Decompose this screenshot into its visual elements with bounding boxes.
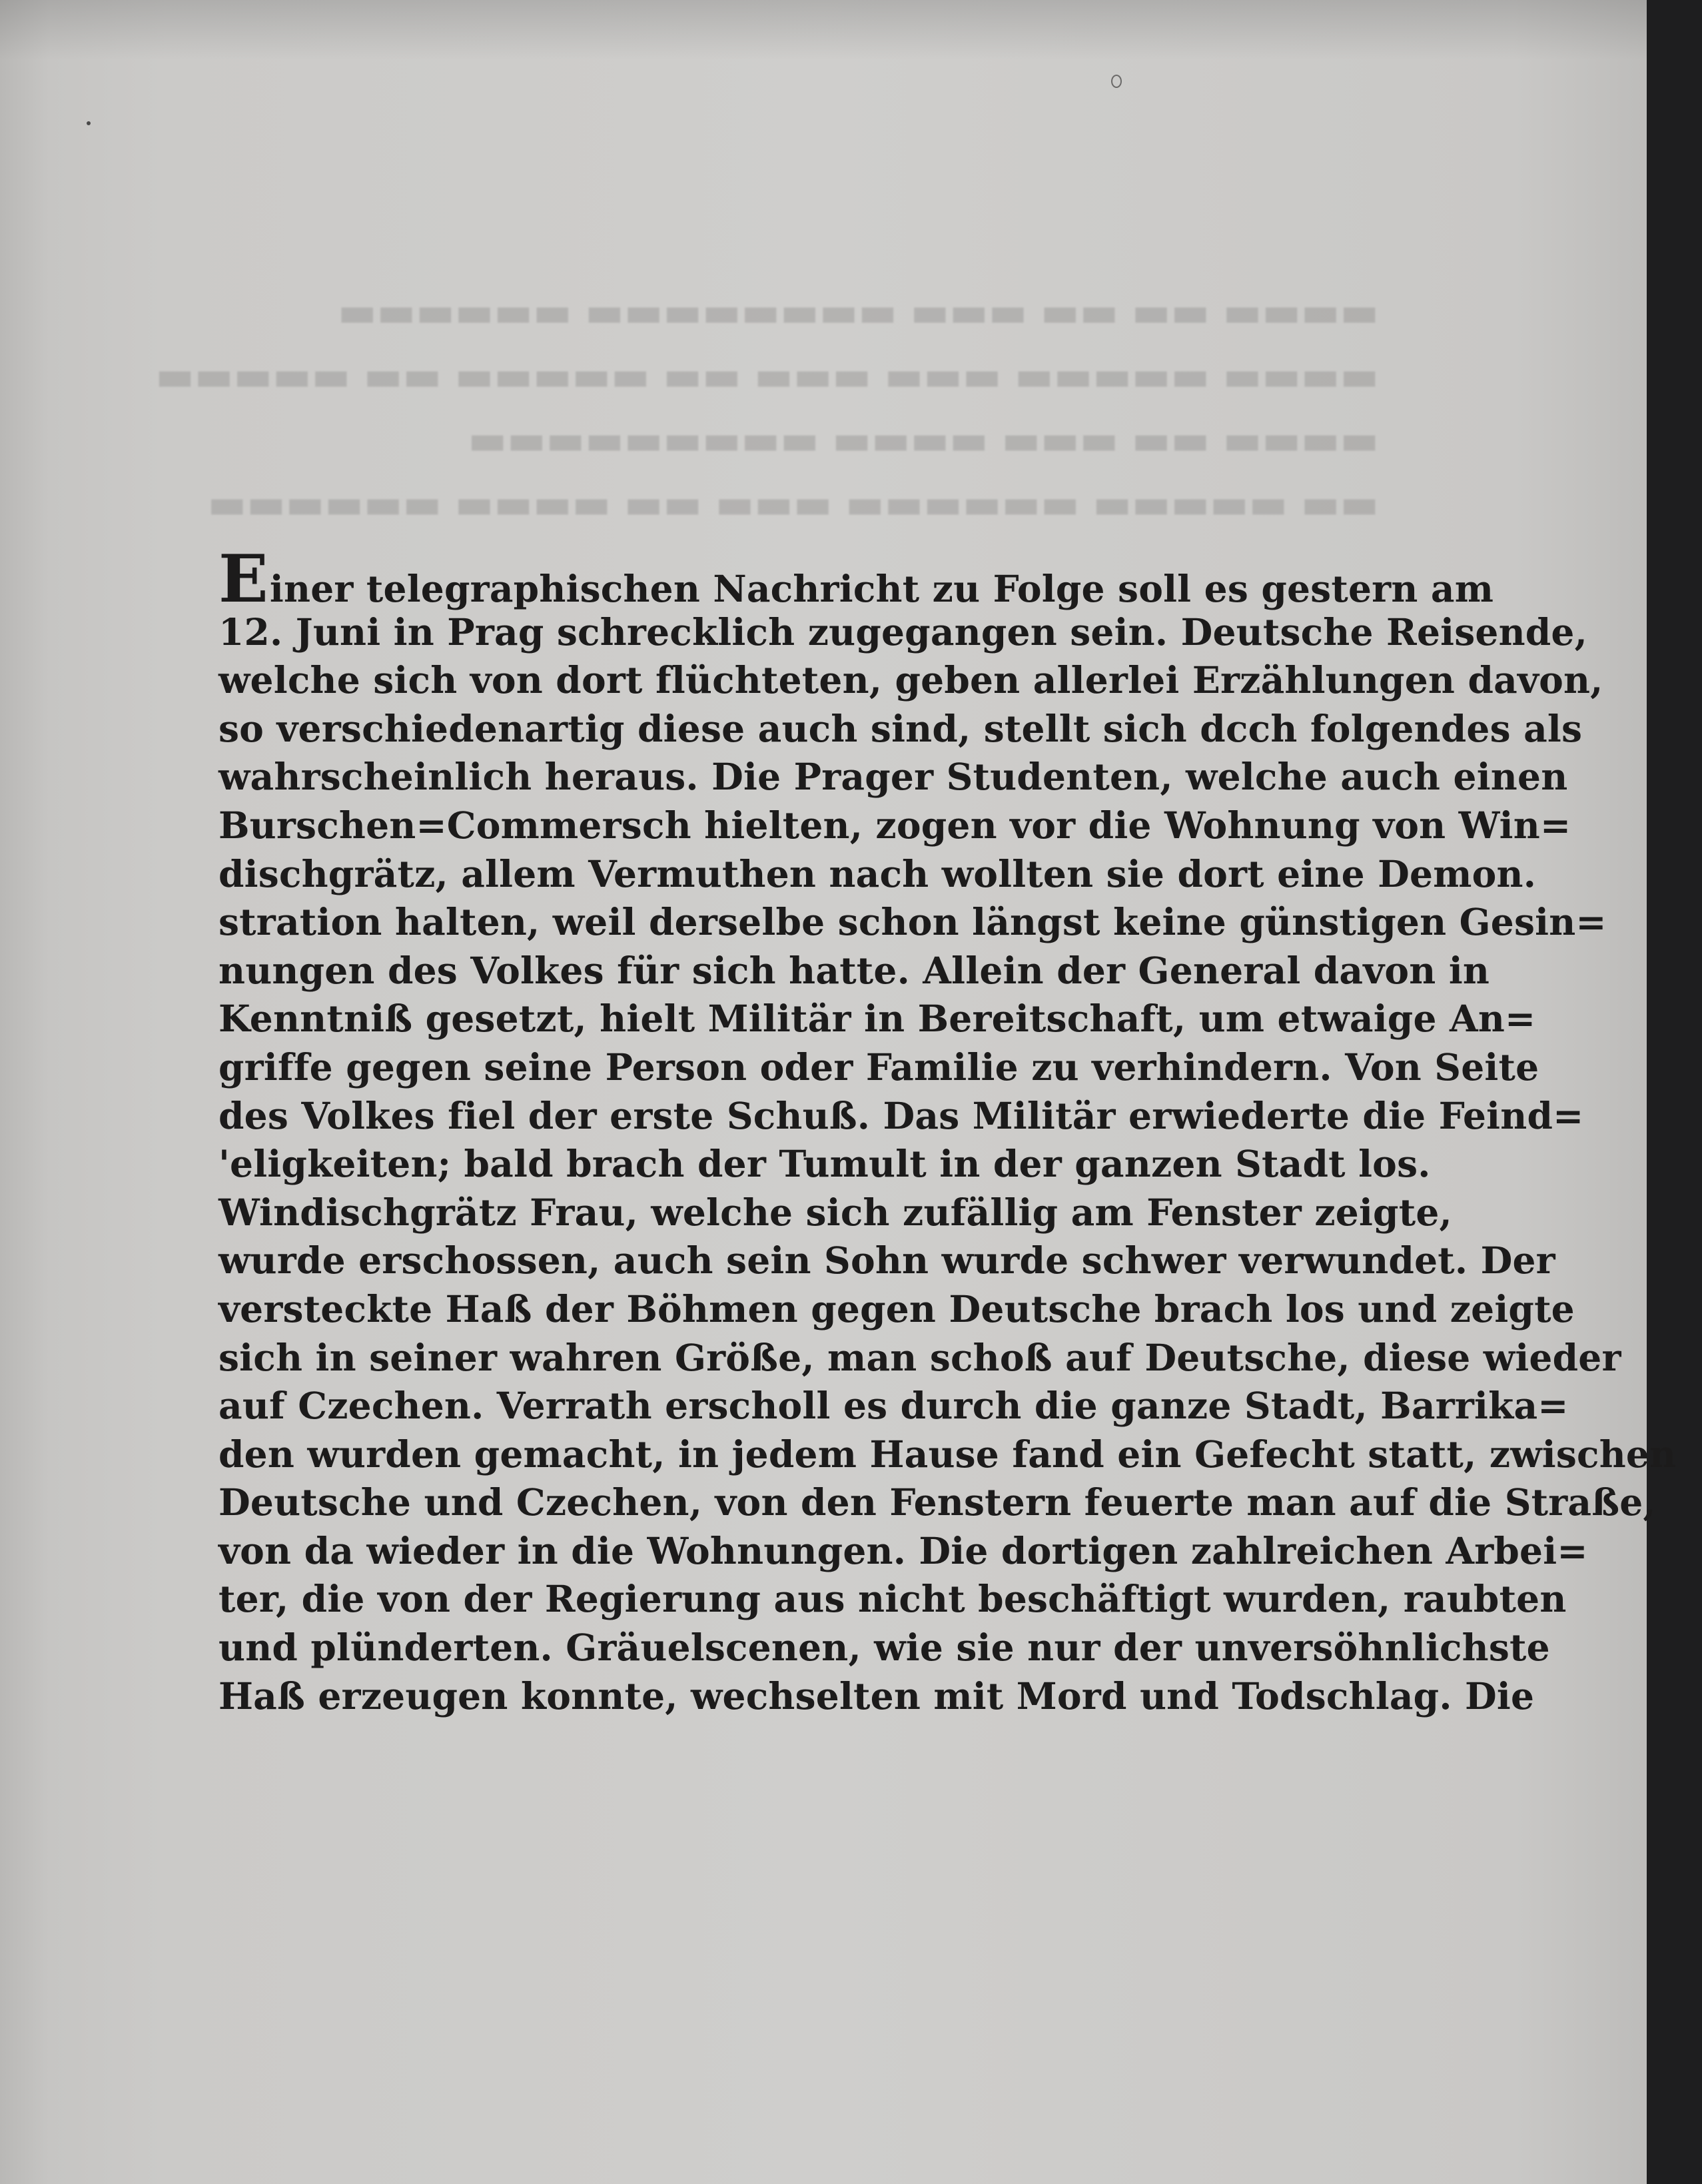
text-line: nungen des Volkes für sich hatte. Allein der General davon in	[218, 948, 1490, 992]
text-line: stration halten, weil derselbe schon längst keine günstigen Gesin=	[218, 900, 1607, 944]
text-line: 12. Juni in Prag schrecklich zugegangen sein. Deutsche Reisende,	[218, 610, 1587, 654]
text-line: wahrscheinlich heraus. Die Prager Studenten, welche auch einen	[218, 755, 1568, 799]
paper-speck	[87, 121, 91, 125]
text-line: welche sich von dort flüchteten, geben allerlei Erzählungen davon,	[218, 658, 1603, 702]
drop-initial: E	[218, 541, 268, 618]
text-line: versteckte Haß der Böhmen gegen Deutsche brach los und zeigte	[218, 1287, 1575, 1331]
text-line: Deutsche und Czechen, von den Fenstern feuerte man auf die Straße,	[218, 1480, 1656, 1524]
text-line: wurde erschossen, auch sein Sohn wurde schwer verwundet. Der	[218, 1239, 1555, 1283]
text-line: den wurden gemacht, in jedem Hause fand ein Gefecht statt, zwischen	[218, 1432, 1677, 1476]
text-line: Windischgrätz Frau, welche sich zufällig am Fenster zeigte,	[218, 1190, 1452, 1234]
text-line: und plünderten. Gräuelscenen, wie sie nur der unversöhnlichste	[218, 1626, 1550, 1670]
paper-shadow	[0, 0, 1647, 60]
body-text	[218, 541, 1677, 1919]
text-line: Kenntniß gesetzt, hielt Militär in Bereitschaft, um etwaige An=	[218, 997, 1536, 1041]
text-line	[218, 541, 1494, 618]
show-through-bleed: ▬▬▬▬ ▬▬ ▬▬ ▬▬▬ ▬▬▬▬▬▬▬▬ ▬▬▬▬▬▬ ▬▬▬▬ ▬▬▬▬▬ ▬▬▬ ▬▬▬ ▬▬ ▬▬▬▬▬ ▬▬ ▬▬▬▬▬ ▬▬▬▬ ▬▬ ▬▬▬ ▬▬▬▬ ▬▬▬▬▬▬▬▬▬ ▬▬ ▬▬▬▬▬ ▬▬▬▬▬▬ ▬▬▬ ▬▬ ▬▬▬▬ ▬▬▬▬▬▬	[155, 287, 1379, 528]
text-line: sich in seiner wahren Größe, man schoß auf Deutsche, diese wieder	[218, 1335, 1621, 1379]
paper-speck	[1111, 75, 1122, 88]
text-line: Haß erzeugen konnte, wechselten mit Mord und Todschlag. Die	[218, 1674, 1535, 1718]
text-line: ter, die von der Regierung aus nicht beschäftigt wurden, raubten	[218, 1577, 1567, 1621]
text-line: griffe gegen seine Person oder Familie zu verhindern. Von Seite	[218, 1045, 1539, 1089]
text-line: 'eligkeiten; bald brach der Tumult in der ganzen Stadt los.	[218, 1142, 1431, 1186]
text-line: so verschiedenartig diese auch sind, stellt sich dcch folgendes als	[218, 706, 1583, 750]
text-line: Burschen=Commersch hielten, zogen vor die Wohnung von Win=	[218, 803, 1571, 847]
text-line: des Volkes fiel der erste Schuß. Das Militär erwiederte die Feind=	[218, 1093, 1584, 1137]
text-line: von da wieder in die Wohnungen. Die dortigen zahlreichen Arbei=	[218, 1528, 1588, 1572]
text-line: dischgrätz, allem Vermuthen nach wollten sie dort eine Demon.	[218, 851, 1537, 895]
text-line: auf Czechen. Verrath erscholl es durch die ganze Stadt, Barrika=	[218, 1384, 1569, 1428]
text-line-rest: iner telegraphischen Nachricht zu Folge soll es gestern am	[269, 567, 1494, 610]
